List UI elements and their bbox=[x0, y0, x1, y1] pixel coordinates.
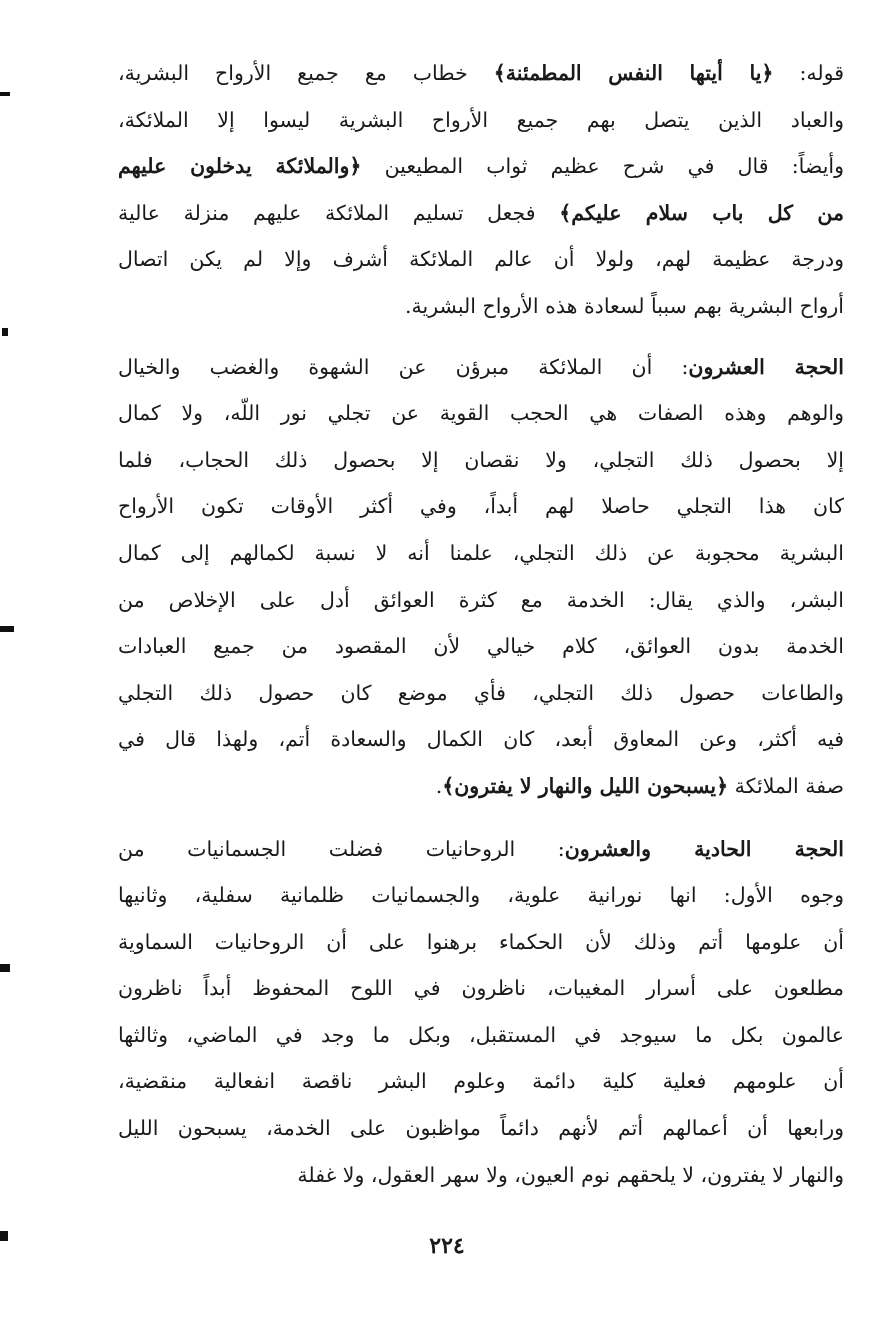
text-line bbox=[118, 670, 844, 717]
scan-mark bbox=[0, 1231, 8, 1241]
paragraph-3 bbox=[118, 826, 844, 1199]
text-line bbox=[118, 344, 844, 391]
text-segment: الخدمة بدون العوائق، كلام خيالي لأن المقصود من جميع العبادات bbox=[118, 634, 844, 659]
text-segment: أرواح البشرية بهم سبباً لسعادة هذه الأرواح البشرية. bbox=[405, 293, 844, 318]
text-line bbox=[118, 437, 844, 484]
text-line bbox=[118, 716, 844, 763]
text-line bbox=[118, 50, 844, 97]
text-line bbox=[118, 965, 844, 1012]
text-segment: والنهار لا يفترون، لا يلحقهم نوم العيون، ولا سهر العقول، ولا غفلة bbox=[297, 1162, 844, 1187]
document-page bbox=[118, 50, 844, 1198]
text-segment: ورابعها أن أعمالهم أتم لأنهم دائماً مواظبون على الخدمة، يسبحون الليل bbox=[118, 1116, 844, 1141]
text-segment: البشر، والذي يقال: الخدمة مع كثرة العوائق أدل على الإخلاص من bbox=[118, 587, 844, 612]
text-line bbox=[118, 483, 844, 530]
scan-mark bbox=[0, 964, 10, 972]
text-line bbox=[118, 577, 844, 624]
text-segment: أن علومهم فعلية كلية دائمة وعلوم البشر ناقصة انفعالية منقضية، bbox=[118, 1069, 844, 1094]
text-segment: ودرجة عظيمة لهم، ولولا أن عالم الملائكة أشرف وإلا لم يكن اتصال bbox=[118, 247, 844, 272]
text-line bbox=[118, 919, 844, 966]
text-segment: قوله: bbox=[773, 61, 844, 85]
bold-text-segment: ﴿والملائكة يدخلون عليهم bbox=[118, 154, 362, 179]
bold-text-segment: ﴿يا أيتها النفس المطمئنة﴾ bbox=[493, 61, 774, 85]
paragraph-gap bbox=[118, 330, 844, 344]
text-segment: البشرية محجوبة عن ذلك التجلي، علمنا أنه لا نسبة لكمالهم إلى كمال bbox=[118, 540, 844, 565]
scan-mark bbox=[0, 626, 14, 632]
paragraph-2 bbox=[118, 344, 844, 810]
text-segment: كان هذا التجلي حاصلا لهم أبداً، وفي أكثر الأوقات تكون الأرواح bbox=[118, 494, 844, 519]
text-segment: وجوه الأول: انها نورانية علوية، والجسمانيات ظلمانية سفلية، وثانيها bbox=[118, 883, 844, 908]
text-line bbox=[118, 97, 844, 144]
text-line bbox=[118, 390, 844, 437]
text-segment: فيه أكثر، وعن المعاوق أبعد، كان الكمال والسعادة أتم، ولهذا قال في bbox=[118, 727, 844, 752]
text-segment: خطاب مع جميع الأرواح البشرية، bbox=[118, 61, 494, 85]
text-segment: . bbox=[435, 773, 443, 798]
text-segment: وأيضاً: قال في شرح عظيم ثواب المطيعين bbox=[361, 154, 844, 179]
text-line bbox=[118, 190, 844, 237]
text-line bbox=[118, 1058, 844, 1105]
text-line bbox=[118, 143, 844, 190]
text-segment: إلا بحصول ذلك التجلي، ولا نقصان إلا بحصول ذلك الحجاب، فلما bbox=[118, 447, 844, 472]
text-line bbox=[118, 1152, 844, 1199]
text-line bbox=[118, 826, 844, 873]
text-segment: صفة الملائكة bbox=[728, 773, 844, 798]
text-segment: عالمون بكل ما سيوجد في المستقبل، وبكل ما وجد في الماضي، وثالثها bbox=[118, 1022, 844, 1047]
text-line bbox=[118, 1105, 844, 1152]
text-segment: والوهم وهذه الصفات هي الحجب القوية عن تجلي نور اللّه، ولا كمال bbox=[118, 401, 844, 426]
bold-text-segment: من كل باب سلام عليكم﴾ bbox=[559, 200, 844, 225]
paragraph-gap bbox=[118, 810, 844, 826]
text-line bbox=[118, 236, 844, 283]
page-number: ٢٢٤ bbox=[429, 1233, 465, 1259]
text-line bbox=[118, 623, 844, 670]
bold-text-segment: الحجة الحادية والعشرون bbox=[564, 836, 844, 861]
bold-text-segment: الحجة العشرون bbox=[688, 354, 844, 379]
text-segment: : الروحانيات فضلت الجسمانيات من bbox=[118, 836, 565, 861]
bold-text-segment: ﴿يسبحون الليل والنهار لا يفترون﴾ bbox=[442, 773, 729, 798]
text-segment: مطلعون على أسرار المغيبات، ناظرون في اللوح المحفوظ أبداً ناظرون bbox=[118, 976, 844, 1001]
text-segment: والعباد الذين يتصل بهم جميع الأرواح البشرية ليسوا إلا الملائكة، bbox=[118, 107, 844, 132]
text-line bbox=[118, 283, 844, 330]
scan-mark bbox=[2, 328, 8, 336]
text-line bbox=[118, 530, 844, 577]
text-segment: والطاعات حصول ذلك التجلي، فأي موضع كان حصول ذلك التجلي bbox=[118, 680, 844, 705]
text-segment: فجعل تسليم الملائكة عليهم منزلة عالية bbox=[118, 200, 560, 225]
paragraph-1 bbox=[118, 50, 844, 330]
text-segment: : أن الملائكة مبرؤن عن الشهوة والغضب والخيال bbox=[118, 354, 689, 379]
text-line bbox=[118, 872, 844, 919]
scan-mark bbox=[0, 92, 10, 96]
text-line bbox=[118, 1012, 844, 1059]
text-segment: أن علومها أتم وذلك لأن الحكماء برهنوا على أن الروحانيات السماوية bbox=[118, 929, 844, 954]
text-line bbox=[118, 763, 844, 810]
